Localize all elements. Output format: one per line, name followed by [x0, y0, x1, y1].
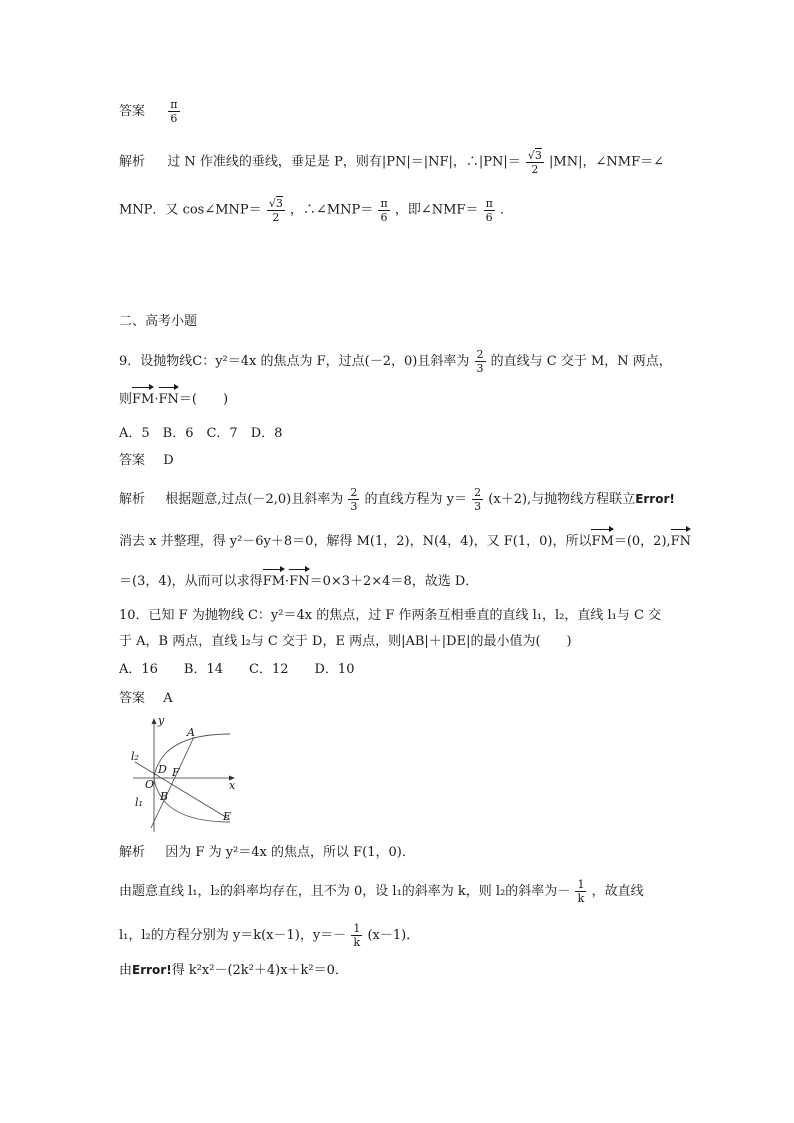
q10-solution-line4: 由Error!得 k²x²－(2k²＋4)x＋k²＝0． — [119, 963, 348, 978]
q9-options: A．5 B．6 C．7 D．8 — [119, 426, 283, 441]
label-x: x — [229, 779, 236, 792]
answer-label: 答案 — [119, 104, 146, 119]
label-y: y — [158, 716, 165, 727]
answer-value: A — [163, 691, 173, 706]
answer-label: 答案 — [119, 691, 146, 706]
section-title: 二、高考小题 — [119, 314, 198, 329]
q10-solution-line1: 解析 因为 F 为 y²＝4x 的焦点，所以 F(1，0)． — [119, 845, 415, 860]
analysis-label: 解析 — [119, 154, 146, 170]
q9-solution-line3: ＝(3，4)，从而可以求得FM·FN＝0×3＋2×4＝8，故选 D． — [119, 572, 478, 592]
error-placeholder: Error! — [635, 492, 675, 506]
q10-stem-line2: 于 A，B 两点，直线 l₂与 C 交于 D，E 两点，则|AB|＋|DE|的最小值为( ) — [119, 634, 572, 649]
q10-solution-line3: l₁，l₂的方程分别为 y＝k(x－1)，y＝－ $\frac{1}{k}$ (x－1)． — [119, 922, 420, 949]
error-placeholder: Error! — [132, 963, 172, 977]
label-e: E — [223, 810, 232, 823]
label-b: B — [160, 790, 169, 803]
label-f: F — [172, 766, 180, 779]
q9-solution-line1: 解析 根据题意,过点(－2,0)且斜率为 $\frac{2}{3}$ 的直线方程为 y＝ $\frac{2}{3}$ (x＋2),与抛物线方程联立Error! — [119, 486, 675, 513]
label-l1: l₁ — [135, 796, 143, 809]
label-a: A — [187, 726, 195, 739]
q10-answer — [119, 689, 173, 709]
analysis-label: 解析 — [119, 845, 146, 860]
q10-options: A．16 B．14 C．12 D．10 — [119, 662, 355, 677]
label-l2: l₂ — [131, 750, 139, 763]
analysis-label: 解析 — [119, 492, 146, 507]
pi-over-6: $\frac{\pi}{6}$ — [380, 196, 388, 224]
sqrt3-over-2: $\frac{√3}{2}$ — [527, 149, 542, 176]
vector-fn: FN — [159, 390, 179, 410]
q10-solution-line2: 由题意直线 l₁，l₂的斜率均存在，且不为 0，设 l₁的斜率为 k，则 l₂的斜率为－ $\frac{1}{k}$ ，故直线 — [119, 878, 644, 905]
answer-value: D — [163, 453, 174, 468]
slope-fraction: $\frac{2}{3}$ — [476, 348, 484, 375]
pi-over-6: $\frac{\pi}{6}$ — [485, 196, 493, 224]
q9-answer — [119, 451, 174, 471]
label-d: D — [158, 763, 167, 776]
line-l1 — [151, 737, 194, 828]
prev-analysis-line2: MNP．又 cos∠MNP＝ $\frac{√3}{2}$ ，∴∠MNP＝ $\frac{\pi}{6}$ ，即∠NMF＝ $\frac{\pi}{6}$ ． — [119, 196, 513, 224]
answer-label: 答案 — [119, 453, 146, 468]
q9-stem-line1: 9．设抛物线C：y²＝4x 的焦点为 F，过点(－2，0)且斜率为 $\frac{2}{3}$ 的直线与 C 交于 M，N 两点， — [119, 348, 672, 375]
q10-stem-line1: 10．已知 F 为抛物线 C：y²＝4x 的焦点，过 F 作两条互相垂直的直线 l₁，l₂，直线 l₁与 C 交 — [119, 608, 662, 623]
vector-fm: FM — [132, 390, 154, 410]
q9-stem-line2: 则FM·FN＝( ) — [119, 390, 228, 410]
q9-solution-line2: 消去 x 并整理，得 y²－6y＋8＝0，解得 M(1，2)，N(4，4)，又 F(1，0)，所以FM＝(0，2),FN — [119, 532, 691, 552]
sqrt3-over-2: $\frac{√3}{2}$ — [268, 197, 283, 224]
prev-analysis-line1: 解析 过 N 作准线的垂线，垂足是 P，则有|PN|＝|NF|，∴|PN|＝ $\frac{√3}{2}$ |MN|，∠NMF＝∠ — [119, 149, 664, 176]
parabola-figure — [125, 716, 240, 834]
prev-answer-line — [119, 98, 181, 125]
y-axis-arrow — [152, 718, 157, 724]
label-o: O — [145, 778, 155, 791]
answer-fraction: $\frac{\pi}{6}$ — [170, 98, 178, 125]
